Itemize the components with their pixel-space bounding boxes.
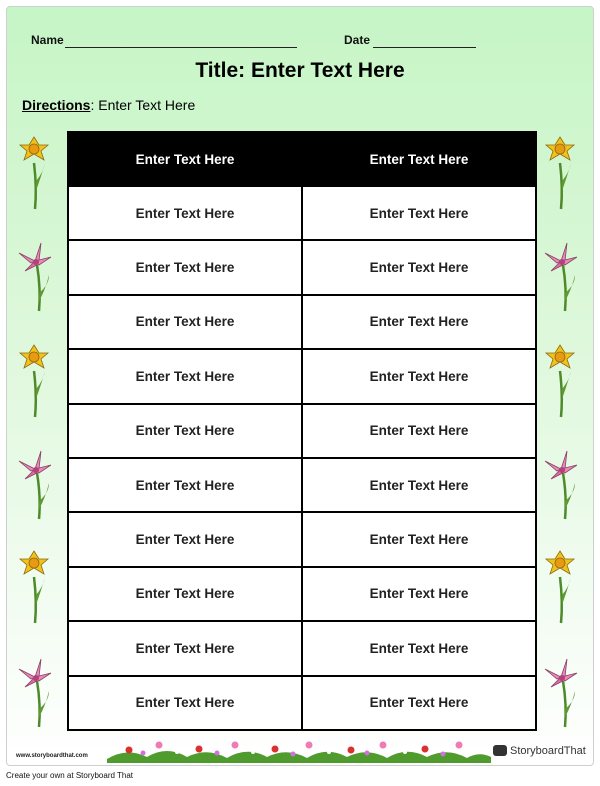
table-cell[interactable]: Enter Text Here bbox=[302, 240, 536, 294]
table-cell[interactable]: Enter Text Here bbox=[68, 567, 302, 621]
daffodil-icon bbox=[541, 547, 579, 625]
page-title[interactable]: Title: Enter Text Here bbox=[195, 59, 405, 82]
daffodil-icon bbox=[541, 133, 579, 211]
table-row bbox=[68, 621, 536, 675]
directions-label: Directions bbox=[22, 97, 91, 113]
table-cell[interactable]: Enter Text Here bbox=[68, 621, 302, 675]
table-cell[interactable]: Enter Text Here bbox=[302, 512, 536, 566]
table-cell[interactable]: Enter Text Here bbox=[302, 621, 536, 675]
table-row bbox=[68, 567, 536, 621]
table-row bbox=[68, 458, 536, 512]
table-cell[interactable]: Enter Text Here bbox=[68, 240, 302, 294]
footer-url[interactable]: www.storyboardthat.com bbox=[16, 753, 88, 759]
table-cell[interactable]: Enter Text Here bbox=[68, 349, 302, 403]
directions[interactable] bbox=[22, 97, 195, 113]
daffodil-icon bbox=[15, 341, 53, 419]
lily-icon bbox=[15, 241, 55, 313]
table-cell[interactable]: Enter Text Here bbox=[302, 349, 536, 403]
table-cell[interactable]: Enter Text Here bbox=[302, 186, 536, 240]
lily-icon bbox=[15, 449, 55, 521]
brand-name: StoryboardThat bbox=[510, 745, 586, 757]
table-cell[interactable]: Enter Text Here bbox=[68, 458, 302, 512]
table-row bbox=[68, 186, 536, 240]
date-field[interactable] bbox=[373, 47, 476, 48]
daffodil-icon bbox=[15, 133, 53, 211]
date-label: Date bbox=[344, 33, 371, 47]
table-row bbox=[68, 676, 536, 730]
table-row bbox=[68, 512, 536, 566]
table-cell[interactable]: Enter Text Here bbox=[302, 404, 536, 458]
table-cell[interactable]: Enter Text Here bbox=[68, 186, 302, 240]
storyboardthat-logo[interactable] bbox=[493, 745, 586, 757]
table-header-cell[interactable]: Enter Text Here bbox=[68, 132, 302, 186]
table-header-cell[interactable]: Enter Text Here bbox=[302, 132, 536, 186]
table-cell[interactable]: Enter Text Here bbox=[68, 295, 302, 349]
table-cell[interactable]: Enter Text Here bbox=[302, 458, 536, 512]
daffodil-icon bbox=[15, 547, 53, 625]
lily-icon bbox=[541, 241, 581, 313]
table-row bbox=[68, 240, 536, 294]
lily-icon bbox=[541, 449, 581, 521]
table-cell[interactable]: Enter Text Here bbox=[68, 512, 302, 566]
table-cell[interactable]: Enter Text Here bbox=[68, 676, 302, 730]
table-cell[interactable]: Enter Text Here bbox=[302, 676, 536, 730]
table-cell[interactable]: Enter Text Here bbox=[302, 567, 536, 621]
storyboardthat-logo-icon bbox=[493, 745, 507, 756]
worksheet bbox=[6, 6, 594, 766]
table-header-row bbox=[68, 132, 536, 186]
name-label: Name bbox=[31, 33, 64, 47]
name-field[interactable] bbox=[65, 47, 297, 48]
worksheet-table bbox=[67, 131, 537, 731]
table-row bbox=[68, 349, 536, 403]
table-cell[interactable]: Enter Text Here bbox=[68, 404, 302, 458]
lily-icon bbox=[541, 657, 581, 729]
table-cell[interactable]: Enter Text Here bbox=[302, 295, 536, 349]
directions-text: : Enter Text Here bbox=[90, 97, 196, 113]
create-your-own-link[interactable]: Create your own at Storyboard That bbox=[6, 771, 134, 780]
table-row bbox=[68, 404, 536, 458]
table-row bbox=[68, 295, 536, 349]
lily-icon bbox=[15, 657, 55, 729]
flower-border-icon bbox=[107, 733, 491, 763]
daffodil-icon bbox=[541, 341, 579, 419]
